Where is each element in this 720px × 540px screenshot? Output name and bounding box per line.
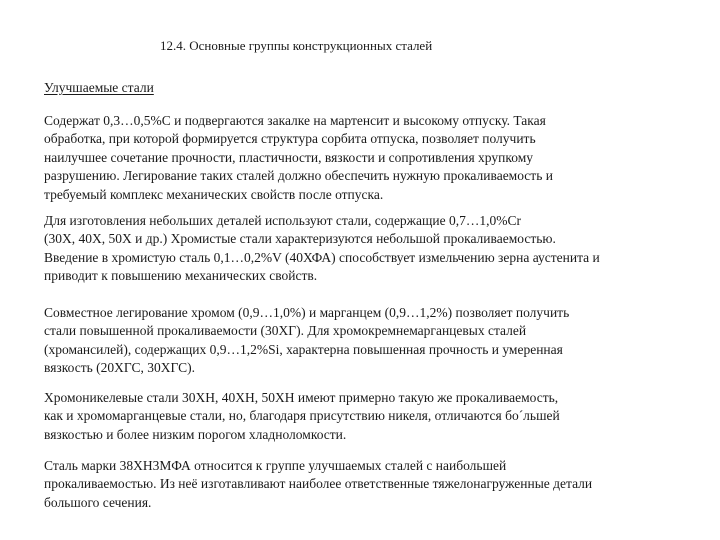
paragraph-line: Содержат 0,3…0,5%С и подвергаются закалке на мартенсит и высокому отпуску. Такая xyxy=(44,113,546,128)
paragraph-line: большого сечения. xyxy=(44,494,152,510)
paragraph-line: требуемый комплекс механических свойств после отпуска. xyxy=(44,186,384,202)
paragraph-line: (30Х, 40Х, 50Х и др.) Хромистые стали характеризуются небольшой прокаливаемостью. xyxy=(44,231,556,247)
paragraph-line: (хромансилей), содержащих 0,9…1,2%Si, характерна повышенная прочность и умеренная xyxy=(44,341,563,357)
paragraph-chromium-manganese-steels xyxy=(44,304,704,378)
paragraph-chromium-nickel-steels xyxy=(44,389,704,444)
paragraph-line: прокаливаемостью. Из неё изготавливают наиболее ответственные тяжелонагруженные детали xyxy=(44,476,593,492)
paragraph-line: приводит к повышению механических свойств. xyxy=(44,268,318,284)
paragraph-line: разрушению. Легирование таких сталей должно обеспечить нужную прокаливаемость и xyxy=(44,168,553,184)
paragraph-line: вязкость (20ХГС, 30ХГС). xyxy=(44,360,195,376)
paragraph-line: стали повышенной прокаливаемости (30ХГ). Для хромокремнемарганцевых сталей xyxy=(44,323,527,339)
subsection-heading: Улучшаемые стали xyxy=(44,80,154,95)
paragraph-line: Для изготовления небольших деталей используют стали, содержащие 0,7…1,0%Cr xyxy=(44,213,521,228)
paragraph-line: Сталь марки 38ХН3МФА относится к группе улучшаемых сталей с наибольшей xyxy=(44,458,507,473)
paragraph-38xn3mfa-steel xyxy=(44,457,704,512)
paragraph-line: обработка, при которой формируется структура сорбита отпуска, позволяет получить xyxy=(44,131,536,147)
paragraph-line: Совместное легирование хромом (0,9…1,0%) и марганцем (0,9…1,2%) позволяет получить xyxy=(44,305,570,320)
paragraph-line: Хромоникелевые стали 30ХН, 40ХН, 50ХН имеют примерно такую же прокаливаемость, xyxy=(44,390,559,405)
paragraph-line: как и хромомарганцевые стали, но, благодаря присутствию никеля, отличаются бо´льшей xyxy=(44,408,560,424)
section-title: 12.4. Основные группы конструкционных сталей xyxy=(160,38,433,53)
paragraph-line: вязкостью и более низким порогом хладноломкости. xyxy=(44,426,347,442)
paragraph-line: наилучшее сочетание прочности, пластичности, вязкости и сопротивления хрупкому xyxy=(44,149,534,165)
paragraph-line: Введение в хромистую сталь 0,1…0,2%V (40ХФА) способствует измельчению зерна аустенита и xyxy=(44,249,600,265)
paragraph-improvable-steels-intro xyxy=(44,112,704,204)
paragraph-chromium-steels xyxy=(44,212,704,286)
